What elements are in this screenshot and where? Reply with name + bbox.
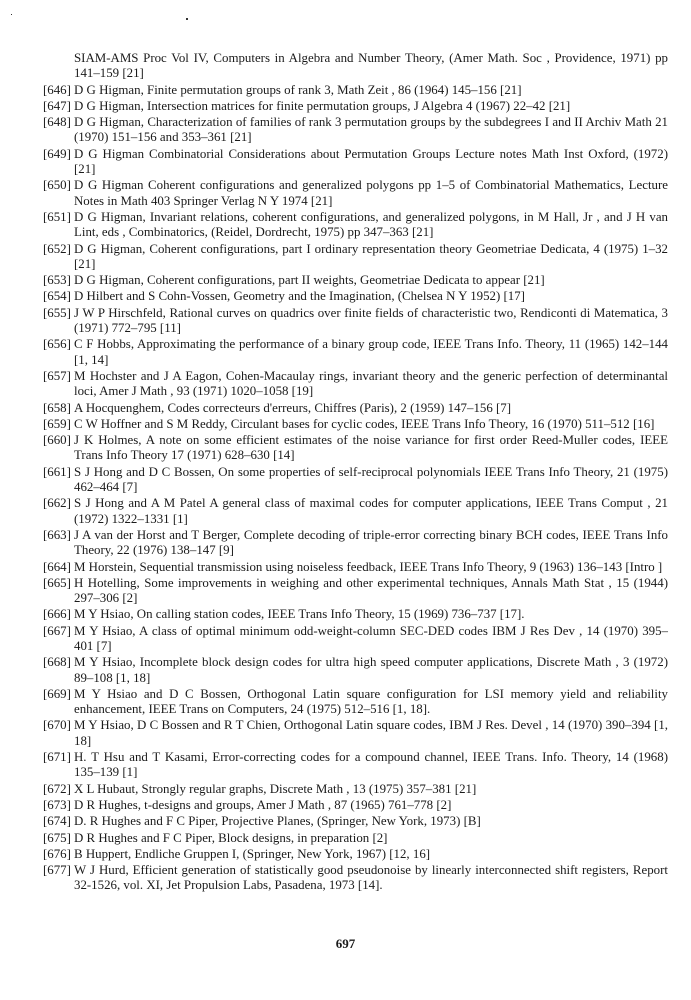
reference-number: [649] bbox=[43, 146, 71, 161]
reference-text: M Y Hsiao, Incomplete block design codes for ultra high speed computer applications, Discrete Math , 3 (1972) 89–108 [1, 18] bbox=[74, 655, 668, 685]
reference-text: C W Hoffner and S M Reddy, Circulant bases for cyclic codes, IEEE Trans Info Theory, 16 (1970) 511–512 [16] bbox=[74, 416, 655, 431]
reference-entry bbox=[43, 847, 668, 862]
reference-number: [667] bbox=[43, 623, 71, 638]
reference-text: M Y Hsiao, On calling station codes, IEEE Trans Info Theory, 15 (1969) 736–737 [17]. bbox=[74, 607, 525, 622]
reference-number: [652] bbox=[43, 241, 71, 256]
reference-text: D G Higman Combinatorial Considerations about Permutation Groups Lecture notes Math Inst Oxford, (1972) [21] bbox=[74, 146, 668, 177]
reference-text: D G Higman, Finite permutation groups of rank 3, Math Zeit , 86 (1964) 145–156 [21] bbox=[74, 82, 522, 97]
reference-number: [650] bbox=[43, 178, 71, 193]
reference-number: [663] bbox=[43, 527, 71, 542]
reference-entry bbox=[43, 576, 668, 607]
reference-number: [660] bbox=[43, 433, 71, 448]
reference-text: M Y Hsiao and D C Bossen, Orthogonal Latin square configuration for LSI memory yield and reliability enhancement, IEEE Trans on Computers, 24 (1975) 512–516 [1, 18]. bbox=[74, 686, 668, 717]
page-number: 697 bbox=[335, 936, 356, 951]
reference-number: [673] bbox=[43, 797, 71, 812]
reference-entry bbox=[43, 655, 668, 686]
reference-number: [646] bbox=[43, 82, 71, 97]
reference-text: A Hocquenghem, Codes correcteurs d'erreurs, Chiffres (Paris), 2 (1959) 147–156 [7] bbox=[74, 400, 512, 415]
reference-text: D G Higman, Characterization of families of rank 3 permutation groups by the subdegrees I and II Archiv Math 21 (1970) 151–156 and 353–361 [21] bbox=[74, 115, 668, 145]
reference-number: [659] bbox=[43, 416, 71, 431]
reference-text: J A van der Horst and T Berger, Complete decoding of triple-error correcting binary BCH codes, IEEE Trans Info Theory, 22 (1976) 138–147 [9] bbox=[74, 527, 668, 558]
reference-text: M Hochster and J A Eagon, Cohen-Macaulay rings, invariant theory and the generic perfection of determinantal loci, Amer J Math , 93 (1971) 1020–1058 [19] bbox=[74, 368, 668, 399]
reference-number: [671] bbox=[43, 750, 71, 765]
reference-text: J W P Hirschfeld, Rational curves on quadrics over finite fields of characteristic two, Rendiconti di Matematica, 3 (1971) 772–795 [11] bbox=[74, 305, 668, 336]
reference-entry bbox=[43, 210, 668, 241]
reference-entry bbox=[43, 782, 668, 797]
reference-entry bbox=[43, 115, 668, 146]
reference-entry bbox=[43, 337, 668, 368]
reference-text: SIAM-AMS Proc Vol IV, Computers in Algebra and Number Theory, (Amer Math. Soc , Providence, 1971) pp 141–159 [21] bbox=[74, 51, 668, 81]
reference-entry bbox=[43, 401, 668, 416]
reference-number: [665] bbox=[43, 575, 71, 590]
reference-number: [670] bbox=[43, 718, 71, 733]
reference-number: [668] bbox=[43, 655, 71, 670]
reference-text: M Y Hsiao, D C Bossen and R T Chien, Orthogonal Latin square codes, IBM J Res. Devel , 14 (1970) 390–394 [1, 18] bbox=[74, 718, 668, 748]
reference-number: [654] bbox=[43, 289, 71, 304]
reference-text: D G Higman Coherent configurations and generalized polygons pp 1–5 of Combinatorial Mathematics, Lecture Notes in Math 403 Springer Verlag N Y 1974 [21] bbox=[74, 178, 668, 208]
reference-number: [674] bbox=[43, 814, 71, 829]
reference-text: X L Hubaut, Strongly regular graphs, Discrete Math , 13 (1975) 357–381 [21] bbox=[74, 781, 477, 796]
reference-number: [669] bbox=[43, 686, 71, 701]
reference-entry bbox=[43, 433, 668, 464]
reference-number: [676] bbox=[43, 846, 71, 861]
reference-number: [648] bbox=[43, 115, 71, 130]
reference-text: B Huppert, Endliche Gruppen I, (Springer, New York, 1967) [12, 16] bbox=[74, 846, 431, 861]
reference-number: [657] bbox=[43, 368, 71, 383]
reference-number: [658] bbox=[43, 400, 71, 415]
reference-number: [672] bbox=[43, 781, 71, 796]
reference-text: D. R Hughes and F C Piper, Projective Planes, (Springer, New York, 1973) [B] bbox=[74, 814, 481, 829]
reference-text: D G Higman, Coherent configurations, part I ordinary representation theory Geometriae Dedicata, 4 (1975) 1–32 [21] bbox=[74, 241, 668, 271]
reference-entry bbox=[43, 496, 668, 527]
scan-speck bbox=[11, 14, 12, 15]
reference-text: D R Hughes and F C Piper, Block designs, in preparation [2] bbox=[74, 830, 388, 845]
reference-entry bbox=[43, 306, 668, 337]
reference-number: [677] bbox=[43, 863, 71, 878]
reference-entry bbox=[43, 687, 668, 718]
reference-entry bbox=[43, 718, 668, 749]
reference-text: J K Holmes, A note on some efficient estimates of the noise variance for first order Reed-Muller codes, IEEE Trans Info Theory 17 (1971) 628–630 [14] bbox=[74, 433, 668, 463]
reference-text: D G Higman, Invariant relations, coherent configurations, and generalized polygons, in M Hall, Jr , and J H van Lint, eds , Combinatorics, (Reidel, Dordrecht, 1975) pp 347–363 [21] bbox=[74, 209, 668, 240]
reference-number: [655] bbox=[43, 305, 71, 320]
reference-entry bbox=[43, 798, 668, 813]
reference-number: [653] bbox=[43, 273, 71, 288]
reference-entry bbox=[43, 814, 668, 829]
reference-number: [656] bbox=[43, 337, 71, 352]
reference-entry bbox=[43, 863, 668, 894]
reference-entry bbox=[43, 624, 668, 655]
reference-text: M Horstein, Sequential transmission using noiseless feedback, IEEE Trans Info Theory, 9 (1963) 136–143 [Intro ] bbox=[74, 559, 663, 574]
reference-entry bbox=[43, 147, 668, 178]
reference-text: D R Hughes, t-designs and groups, Amer J Math , 87 (1965) 761–778 [2] bbox=[74, 797, 452, 812]
reference-entry bbox=[43, 242, 668, 273]
reference-entry bbox=[43, 369, 668, 400]
reference-number: [664] bbox=[43, 559, 71, 574]
reference-list bbox=[43, 51, 668, 895]
reference-text: D Hilbert and S Cohn-Vossen, Geometry and the Imagination, (Chelsea N Y 1952) [17] bbox=[74, 289, 525, 304]
reference-entry bbox=[43, 607, 668, 622]
reference-text: W J Hurd, Efficient generation of statistically good pseudonoise by linearly interconnected shift registers, Report 32-1526, vol. XI, Jet Propulsion Labs, Pasadena, 1973 [14]. bbox=[74, 863, 668, 893]
reference-text: S J Hong and A M Patel A general class of maximal codes for computer applications, IEEE Trans Comput , 21 (1972) 1322–1331 [1] bbox=[74, 496, 668, 526]
reference-text: D G Higman, Coherent configurations, part II weights, Geometriae Dedicata to appear [21] bbox=[74, 273, 545, 288]
reference-entry bbox=[43, 289, 668, 304]
reference-entry bbox=[43, 273, 668, 288]
reference-number: [675] bbox=[43, 830, 71, 845]
reference-number: [661] bbox=[43, 464, 71, 479]
reference-entry bbox=[43, 750, 668, 781]
reference-text: H Hotelling, Some improvements in weighing and other experimental techniques, Annals Math Stat , 15 (1944) 297–306 [2] bbox=[74, 575, 668, 606]
reference-text: C F Hobbs, Approximating the performance of a binary group code, IEEE Trans Info. Theory, 11 (1965) 142–144 [1, 14] bbox=[74, 337, 668, 367]
reference-number: [666] bbox=[43, 607, 71, 622]
reference-text: D G Higman, Intersection matrices for finite permutation groups, J Algebra 4 (1967) 22–42 [21] bbox=[74, 98, 571, 113]
reference-number: [647] bbox=[43, 98, 71, 113]
reference-number: [662] bbox=[43, 496, 71, 511]
reference-entry bbox=[43, 99, 668, 114]
reference-entry bbox=[43, 560, 668, 575]
reference-text: H. T Hsu and T Kasami, Error-correcting codes for a compound channel, IEEE Trans. Info. Theory, 14 (1968) 135–139 [1] bbox=[74, 750, 668, 780]
reference-continuation bbox=[43, 51, 668, 82]
reference-entry bbox=[43, 417, 668, 432]
reference-entry bbox=[43, 465, 668, 496]
reference-number: [651] bbox=[43, 209, 71, 224]
reference-text: M Y Hsiao, A class of optimal minimum odd-weight-column SEC-DED codes IBM J Res Dev , 14 (1970) 395–401 [7] bbox=[74, 623, 668, 653]
reference-text: S J Hong and D C Bossen, On some properties of self-reciprocal polynomials IEEE Trans Info Theory, 21 (1975) 462–464 [7] bbox=[74, 464, 668, 495]
reference-entry bbox=[43, 831, 668, 846]
reference-entry bbox=[43, 83, 668, 98]
reference-entry bbox=[43, 528, 668, 559]
scan-speck bbox=[186, 18, 188, 20]
reference-entry bbox=[43, 178, 668, 209]
